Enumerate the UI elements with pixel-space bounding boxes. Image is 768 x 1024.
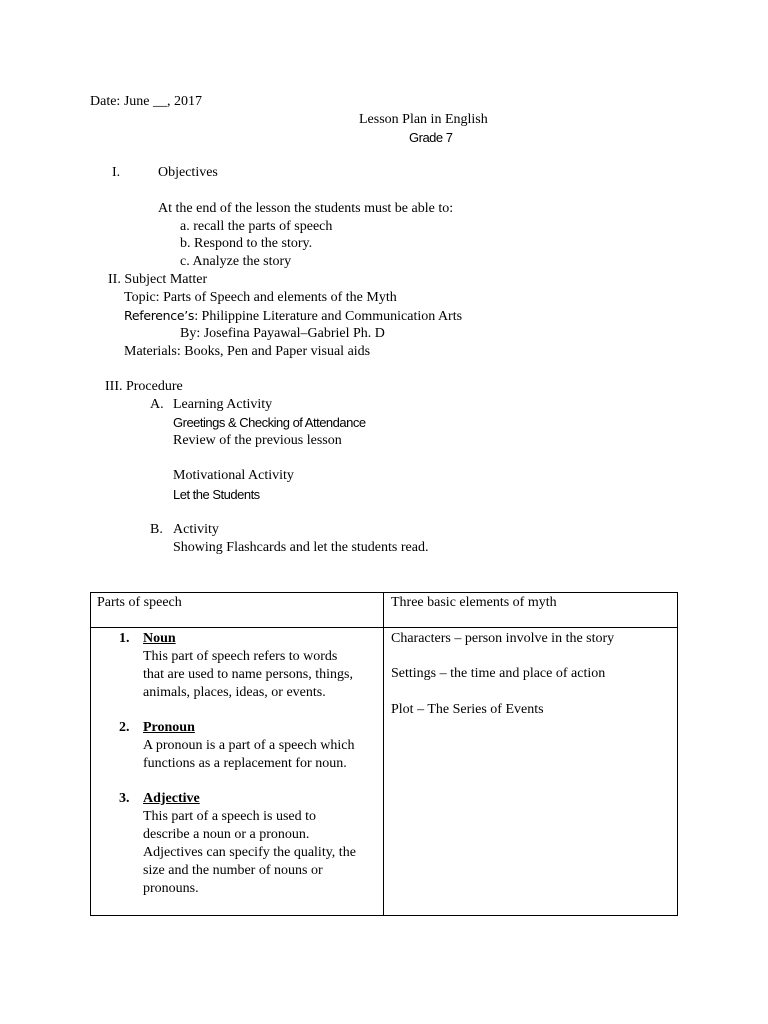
part-number: 2. — [119, 720, 130, 735]
table-header-parts: Parts of speech — [97, 595, 182, 610]
objective-item: b. Respond to the story. — [180, 236, 313, 251]
activity-title: Activity — [173, 522, 219, 537]
page-title: Lesson Plan in English — [359, 112, 488, 127]
objective-item: c. Analyze the story — [180, 254, 292, 269]
part-description: pronouns. — [143, 881, 199, 896]
part-description: A pronoun is a part of a speech which — [143, 738, 355, 753]
part-description: animals, places, ideas, or events. — [143, 685, 326, 700]
part-description: Adjectives can specify the quality, the — [143, 845, 356, 860]
author-line: By: Josefina Payawal–Gabriel Ph. D — [180, 326, 385, 341]
objectives-heading: Objectives — [158, 165, 218, 180]
part-name: Noun — [143, 631, 176, 646]
procedure-heading: III. Procedure — [105, 379, 183, 394]
myth-element: Characters – person involve in the story — [391, 631, 615, 646]
part-description: size and the number of nouns or — [143, 863, 323, 878]
part-number: 3. — [119, 791, 130, 806]
materials-line: Materials: Books, Pen and Paper visual aids — [124, 344, 371, 359]
objective-item: a. recall the parts of speech — [180, 219, 333, 234]
part-description: functions as a replacement for noun. — [143, 756, 347, 771]
greetings-line: Greetings & Checking of Attendance — [173, 415, 366, 430]
part-name: Pronoun — [143, 720, 195, 735]
date-line: Date: June __, 2017 — [90, 94, 202, 109]
myth-element: Plot – The Series of Events — [391, 702, 544, 717]
part-description: describe a noun or a pronoun. — [143, 827, 310, 842]
reference-value: Philippine Literature and Communication Arts — [201, 309, 463, 324]
procedure-a-letter: A. — [150, 397, 164, 412]
review-line: Review of the previous lesson — [173, 433, 342, 448]
motivational-line: Motivational Activity — [173, 468, 294, 483]
subject-matter-heading: II. Subject Matter — [108, 272, 208, 287]
procedure-b-letter: B. — [150, 522, 163, 537]
part-name: Adjective — [143, 791, 200, 806]
table-header-elements: Three basic elements of myth — [391, 595, 557, 610]
reference-line — [124, 307, 462, 326]
objectives-intro: At the end of the lesson the students must be able to: — [158, 201, 454, 216]
let-students-line: Let the Students — [173, 487, 260, 502]
part-description: This part of speech refers to words — [143, 649, 338, 664]
topic-line: Topic: Parts of Speech and elements of the Myth — [124, 290, 397, 305]
reference-label: Reference’s: — [124, 308, 199, 323]
objectives-numeral: I. — [112, 165, 121, 180]
table-column-divider — [383, 592, 384, 916]
myth-element: Settings – the time and place of action — [391, 666, 606, 681]
grade-label: Grade 7 — [409, 130, 453, 145]
part-description: that are used to name persons, things, — [143, 667, 353, 682]
part-description: This part of a speech is used to — [143, 809, 317, 824]
part-number: 1. — [119, 631, 130, 646]
table-header-divider — [90, 627, 678, 628]
flashcards-line: Showing Flashcards and let the students read. — [173, 540, 429, 555]
learning-activity-title: Learning Activity — [173, 397, 273, 412]
